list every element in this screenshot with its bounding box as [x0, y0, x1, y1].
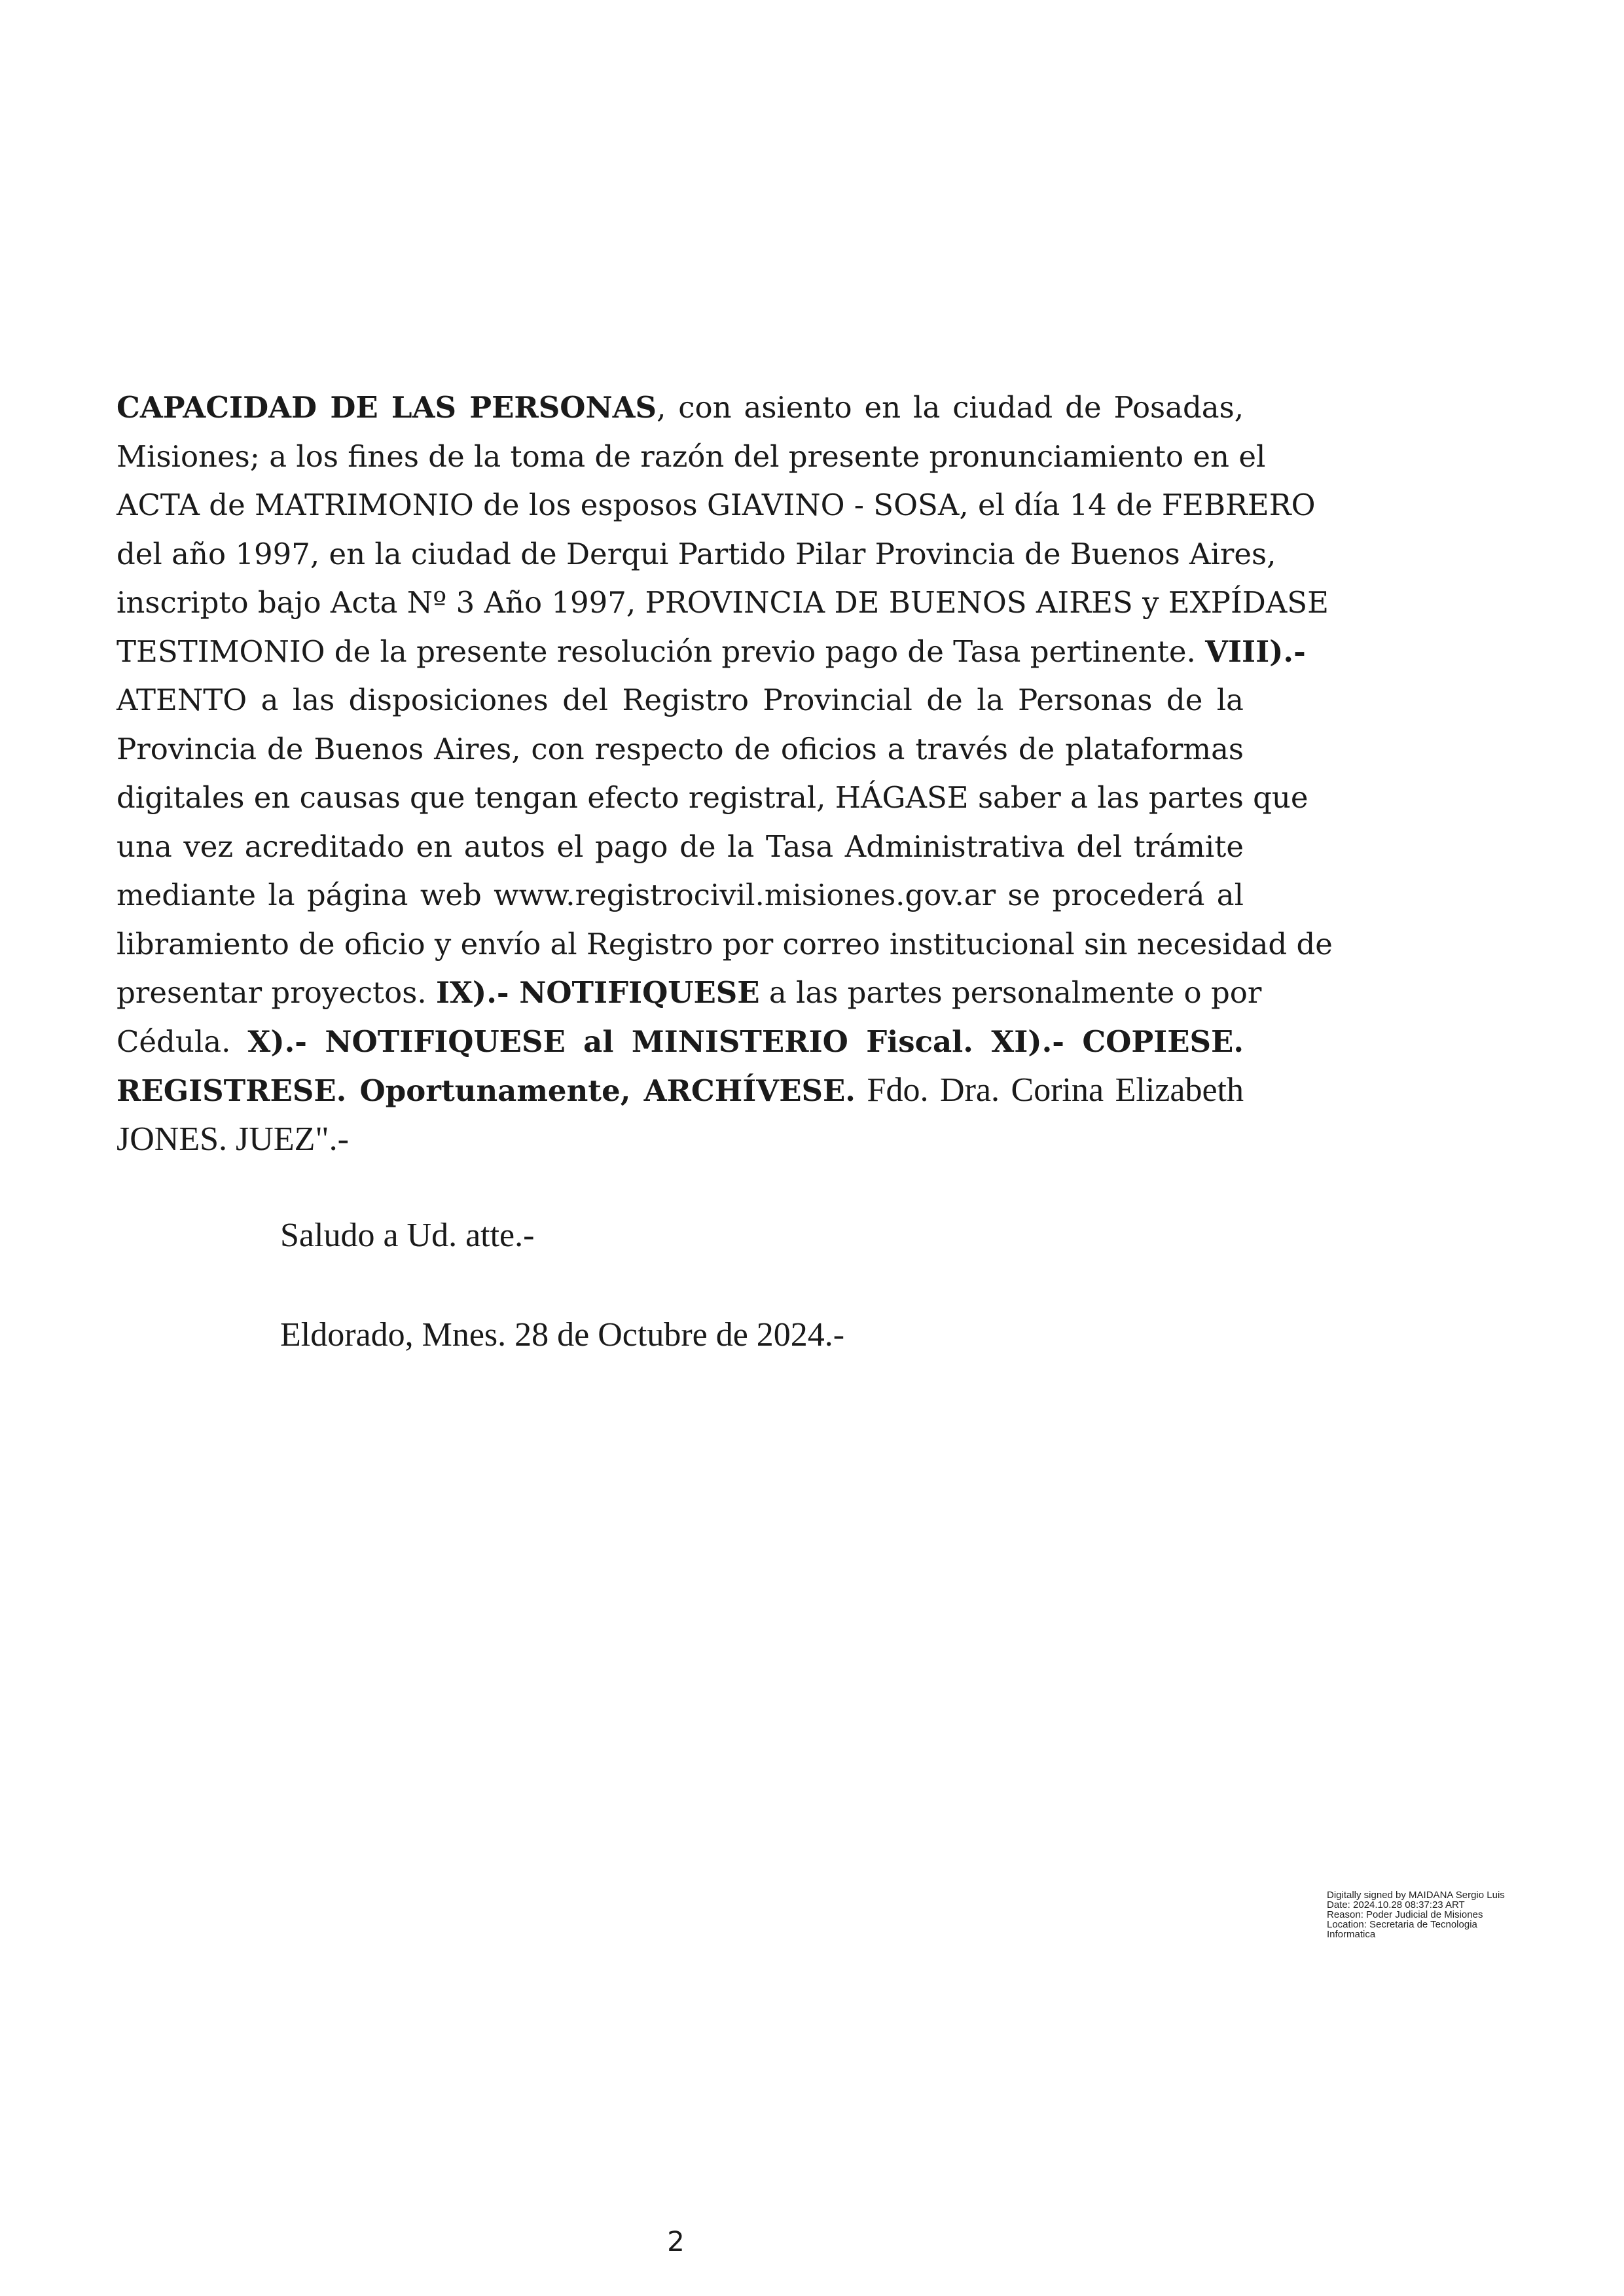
text-segment: Provincia de Buenos Aires, con respecto de oficios a través de plataformas	[117, 731, 1244, 766]
body-line	[117, 481, 1316, 530]
signature-line: Location: Secretaria de Tecnologia	[1327, 1919, 1477, 1930]
text-segment: TESTIMONIO de la presente resolución previo pago de Tasa pertinente.	[117, 634, 1206, 669]
text-segment: , con asiento en la ciudad de Posadas,	[657, 390, 1244, 425]
text-segment: una vez acreditado en autos el pago de la Tasa Administrativa del trámite	[117, 829, 1244, 864]
text-segment: inscripto bajo Acta Nº 3 Año 1997, PROVINCIA DE BUENOS AIRES y EXPÍDASE	[117, 585, 1329, 620]
text-segment: JONES. JUEZ".-	[117, 1120, 349, 1158]
body-line	[117, 969, 1262, 1018]
bold-text-segment: CAPACIDAD DE LAS PERSONAS	[117, 390, 657, 425]
text-segment: Misiones; a los fines de la toma de razón del presente pronunciamiento en el	[117, 439, 1266, 474]
signature-line: Digitally signed by MAIDANA Sergio Luis	[1327, 1890, 1505, 1901]
signature-line: Date: 2024.10.28 08:37:23 ART	[1327, 1899, 1465, 1910]
bold-text-segment: IX).- NOTIFIQUESE	[435, 975, 760, 1010]
bold-text-segment: X).- NOTIFIQUESE al MINISTERIO Fiscal. XI).- COPIESE.	[247, 1024, 1244, 1059]
page-number: 2	[667, 2225, 685, 2257]
text-segment: a las partes personalmente o por	[759, 975, 1262, 1010]
body-line	[117, 725, 1244, 774]
text-segment: del año 1997, en la ciudad de Derqui Partido Pilar Provincia de Buenos Aires,	[117, 536, 1276, 571]
body-line	[117, 530, 1276, 579]
signature-line: Informatica	[1327, 1929, 1376, 1940]
body-line	[117, 676, 1244, 725]
body-line	[117, 823, 1244, 872]
text-segment: ATENTO a las disposiciones del Registro Provincial de la Personas de la	[117, 683, 1244, 717]
bold-text-segment: VIII).-	[1205, 634, 1306, 669]
closing-salutation: Saludo a Ud. atte.-	[280, 1217, 535, 1254]
body-line	[117, 1115, 1244, 1164]
text-segment: Fdo. Dra. Corina Elizabeth	[855, 1071, 1244, 1109]
body-line	[117, 920, 1333, 969]
place-date: Eldorado, Mnes. 28 de Octubre de 2024.-	[280, 1316, 845, 1354]
text-segment: ACTA de MATRIMONIO de los esposos GIAVINO - SOSA, el día 14 de FEBRERO	[117, 488, 1316, 522]
body-line	[117, 871, 1244, 920]
text-segment: digitales en causas que tengan efecto registral, HÁGASE saber a las partes que	[117, 780, 1308, 815]
signature-line: Reason: Poder Judicial de Misiones	[1327, 1909, 1483, 1920]
text-segment: libramiento de oficio y envío al Registro por correo institucional sin necesidad de	[117, 926, 1333, 961]
body-line	[117, 628, 1306, 677]
body-text	[117, 384, 1333, 1164]
digital-signature-stamp	[1327, 1890, 1505, 1939]
bold-text-segment: REGISTRESE. Oportunamente, ARCHÍVESE.	[117, 1073, 856, 1108]
body-line	[117, 384, 1244, 433]
text-segment: mediante la página web www.registrocivil.misiones.gov.ar se procederá al	[117, 878, 1244, 912]
text-segment: presentar proyectos.	[117, 975, 436, 1010]
body-line	[117, 1018, 1244, 1067]
body-line	[117, 774, 1308, 823]
body-line	[117, 1066, 1244, 1115]
body-line	[117, 433, 1266, 482]
body-line	[117, 579, 1329, 628]
text-segment: Cédula.	[117, 1024, 248, 1059]
